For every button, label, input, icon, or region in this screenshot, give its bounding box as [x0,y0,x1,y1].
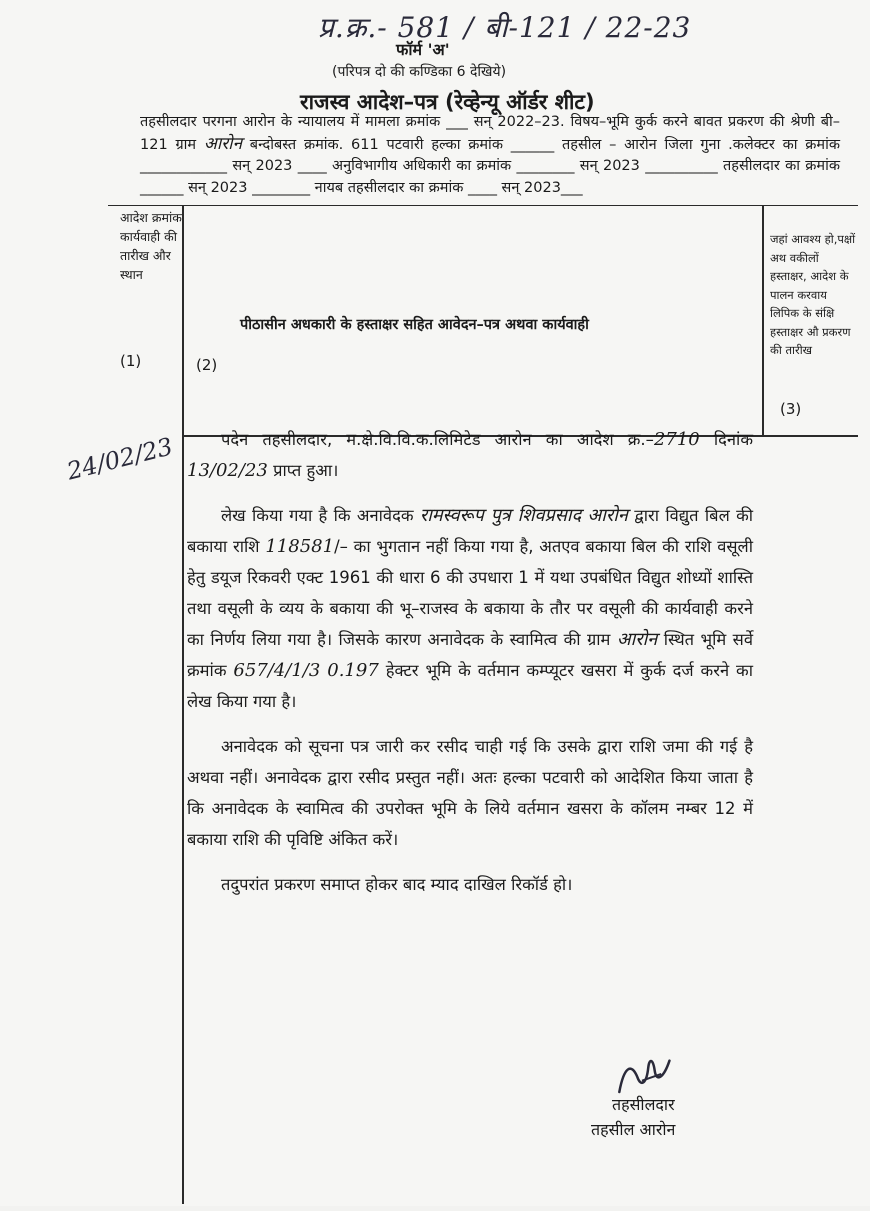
order-paragraph-2 [187,500,753,717]
order-paragraph-4: तदुपरांत प्रकरण समाप्त होकर बाद म्याद दाखिल रिकॉर्ड हो। [221,875,573,894]
case-reference-handwritten: प्र.क्र.- 581 / बी-121 / 22-23 [318,11,692,44]
order-number-handwritten: 2710 [653,429,700,450]
order-p2-text-a: लेख किया गया है कि अनावेदक [221,506,414,525]
column-divider-1 [182,206,184,1204]
land-area-handwritten: 0.197 [327,660,379,681]
land-village-handwritten: आरोन [616,629,658,650]
order-date-handwritten: 13/02/23 [187,460,268,481]
order-p2-text-e: हेक्टर भूमि के वर्तमान कम्प्यूटर खसरा में कुर्क दर्ज करने का लेख किया गया है। [187,661,753,711]
order-p2-text-c: /– का भुगतान नहीं किया गया है, अतएव बकाया बिल की राशि वसूली हेतु डयूज रिकवरी एक्ट 1961 की धारा 6 की उपधारा 1 में यथा उपबंधित विद्युत शोध्यों शास्ति तथा वसूली के व्यय के बकाया की भू–राजस्व के बकाया के तौर पर वसूली की कार्यवाही करने का निर्णय लिया गया है। जिसके कारण अनावेदक के स्वामित्व की ग्राम [187,537,753,649]
survey-number-handwritten: 657/4/1/3 [233,660,321,681]
order-body [187,424,753,900]
order-p1-text-a: पदेन तहसीलदार, म.क्षे.वि.वि.क.लिमिटेड आरोन का आदेश क्र.– [221,430,654,449]
order-p1-text-c: प्राप्त हुआ। [273,461,339,480]
case-details-part2: बन्दोबस्त क्रमांक. 611 पटवारी हल्का क्रमांक ______ तहसील – आरोन जिला गुना .कलेक्टर का क्रमांक ____________ सन् 2023 ____ अनुविभागीय अधिकारी का क्रमांक ________ सन् 2023 __________ तहसीलदार का क्रमांक ______ सन् 2023 ________ नायब तहसीलदार का क्रमांक ____ सन् 2023___ [140,136,840,196]
column1-header: आदेश क्रमांक कार्यवाही की तारीख और स्थान [120,210,182,282]
column1-number: (1) [120,352,142,370]
order-p2-text-b: द्वारा विद्युत बिल की बकाया राशि [187,506,754,556]
case-details-part1: तहसीलदार परगना आरोन के न्यायालय में मामला क्रमांक ___ सन् 2022–23. विषय–भूमि कुर्क करने बावत प्रकरण की श्रेणी बी–121 ग्राम [140,114,840,153]
form-number: फॉर्म 'अ' [396,40,450,59]
column3-header: जहां आवश्य हो,पक्षों अथ वकीलों हस्ताक्षर, आदेश के पालन करवाय लिपिक के संक्षि हस्ताक्षर औ प्रकरण की तारीख [770,232,856,357]
column2-number: (2) [196,356,218,374]
case-details-paragraph [140,112,840,199]
form-subtitle: (परिपत्र दो की कण्डिका 6 देखिये) [332,64,507,80]
entry-date-handwritten: 24/02/23 [64,432,176,486]
order-p1-text-b: दिनांक [713,430,753,449]
page-title: राजस्व आदेश–पत्र (रेव्हेन्यू ऑर्डर शीट) [300,90,595,114]
respondent-name-handwritten: रामस्वरूप पुत्र शिवप्रसाद [419,505,582,526]
column3-number: (3) [780,400,802,418]
respondent-place-handwritten: आरोन [587,505,628,526]
signatory-designation: तहसीलदार [612,1095,675,1114]
due-amount-handwritten: 118581 [265,536,335,557]
signatory-office: तहसील आरोन [591,1120,676,1139]
order-p2-text-d: स्थित भूमि सर्वे क्रमांक [187,630,754,680]
column2-header: पीठासीन अधकारी के हस्ताक्षर सहित आवेदन–पत्र अथवा कार्यवाही [240,317,589,333]
order-paragraph-1 [187,424,753,486]
column-divider-2 [762,206,764,436]
village-handwritten: आरोन [203,133,243,154]
order-paragraph-3: अनावेदक को सूचना पत्र जारी कर रसीद चाही गई कि उसके द्वारा राशि जमा की गई है अथवा नहीं। अनावेदक द्वारा रसीद प्रस्तुत नहीं। अतः हल्का पटवारी को आदेशित किया जाता है कि अनावेदक के स्वामित्व की उपरोक्त भूमि के लिये वर्तमान खसरा के कॉलम नम्बर 12 में बकाया राशि की पृविष्टि अंकित करें। [187,737,753,849]
